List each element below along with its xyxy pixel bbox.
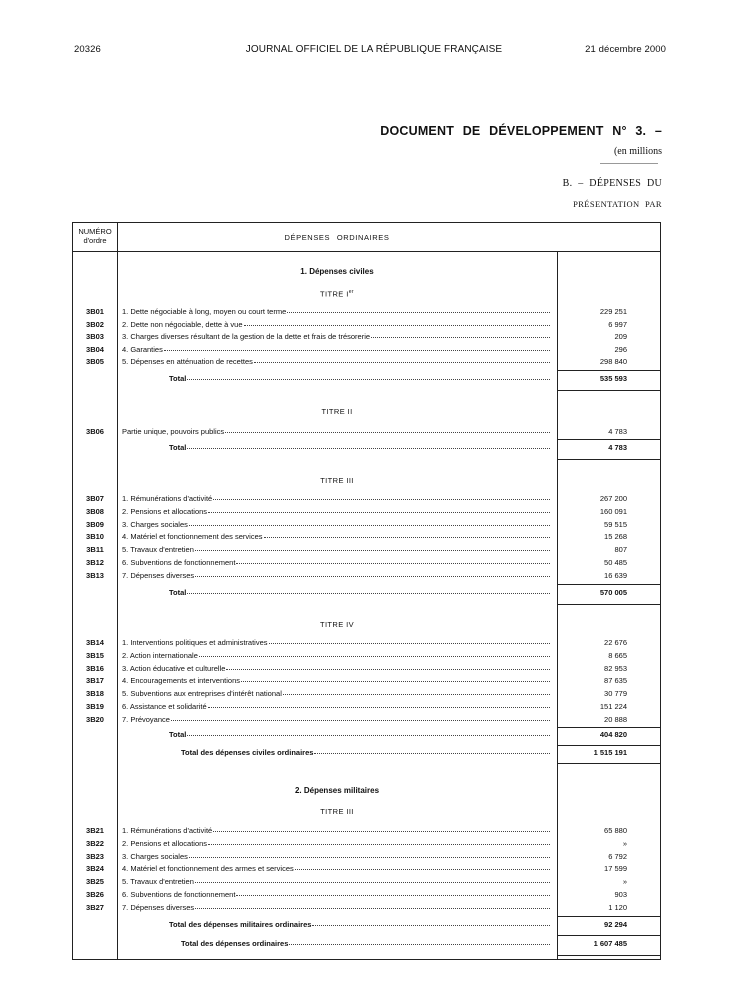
row-label: 5. Travaux d'entretien xyxy=(122,877,194,887)
row-value: » xyxy=(622,838,627,848)
row-code: 3B26 xyxy=(86,890,104,899)
row-value: 6 792 xyxy=(608,851,627,861)
table-row xyxy=(73,357,660,369)
table-row-total: Total 404 820 xyxy=(169,730,627,739)
row-label-wrap xyxy=(122,890,550,899)
leader-dots xyxy=(225,427,550,433)
row-label: 4. Matériel et fonctionnement des services xyxy=(122,532,263,542)
leader-dots xyxy=(226,664,550,670)
table-row xyxy=(73,702,660,714)
row-value: 15 268 xyxy=(604,532,627,542)
row-label-wrap xyxy=(122,638,550,647)
leader-dots xyxy=(241,676,550,682)
row-label-wrap xyxy=(122,864,550,873)
titre-heading: TITRE IV xyxy=(319,620,355,629)
table-row xyxy=(73,676,660,688)
table-row-overall-total: Total des dépenses ordinaires 1 607 485 xyxy=(181,939,627,948)
table-row-grand-total: Total des dépenses civiles ordinaires 1 515 191 xyxy=(181,748,627,757)
row-label: 6. Subventions de fonctionnement xyxy=(122,558,236,567)
row-value: 20 888 xyxy=(604,714,627,724)
row-code: 3B07 xyxy=(86,494,104,503)
row-code: 3B16 xyxy=(86,663,104,673)
row-value: 296 xyxy=(614,344,627,354)
row-code: 3B25 xyxy=(86,877,104,887)
leader-dots xyxy=(264,532,551,538)
titre-heading: TITRE Ier xyxy=(320,289,354,299)
leader-dots xyxy=(171,715,550,721)
row-code: 3B08 xyxy=(86,506,104,516)
row-label: 2. Pensions et allocations xyxy=(122,506,208,516)
row-label: Partie unique, pouvoirs publics xyxy=(122,427,225,436)
row-label-wrap xyxy=(122,676,550,685)
row-code: 3B10 xyxy=(86,532,104,542)
leader-dots xyxy=(244,320,550,326)
row-value: 87 635 xyxy=(604,676,627,686)
table-row xyxy=(73,494,660,506)
row-label: 5. Dépenses en atténuation de recettes xyxy=(122,357,253,366)
row-label: 1. Rémunérations d'activité xyxy=(122,494,213,503)
leader-dots xyxy=(287,307,550,313)
table-row xyxy=(73,839,660,851)
row-value: 1 120 xyxy=(608,902,627,912)
row-code: 3B11 xyxy=(86,545,104,555)
table-row xyxy=(73,715,660,727)
leader-dots xyxy=(208,702,550,708)
header-main-column: DÉPENSES ORDINAIRES xyxy=(284,233,390,242)
leader-dots xyxy=(195,903,550,909)
row-value: 4 783 xyxy=(608,427,627,436)
document-title: DOCUMENT DE DÉVELOPPEMENT N° 3. – xyxy=(380,124,662,138)
titre-heading: TITRE II xyxy=(321,407,353,416)
row-label-wrap xyxy=(122,532,550,541)
table-row xyxy=(73,571,660,583)
row-label-wrap xyxy=(122,558,550,567)
row-code: 3B09 xyxy=(86,519,104,529)
row-label-wrap xyxy=(122,702,550,711)
row-code: 3B18 xyxy=(86,689,104,699)
row-label: 5. Subventions aux entreprises d'intérêt national xyxy=(122,689,282,699)
row-label-wrap xyxy=(122,507,550,516)
divider xyxy=(600,163,658,164)
page-number: 20326 xyxy=(74,44,101,55)
row-label-wrap xyxy=(122,715,550,724)
table-row xyxy=(73,664,660,676)
titre-heading: TITRE III xyxy=(320,807,354,816)
table-row xyxy=(73,826,660,838)
row-label-wrap xyxy=(122,651,550,660)
row-code: 3B03 xyxy=(86,332,104,341)
table-row xyxy=(73,307,660,319)
row-code: 3B01 xyxy=(86,307,104,316)
row-value: 65 880 xyxy=(604,826,627,835)
table-row xyxy=(73,558,660,570)
row-label: 6. Subventions de fonctionnement xyxy=(122,890,236,899)
section-title-military: 2. Dépenses militaires xyxy=(294,786,380,795)
row-label: 7. Prévoyance xyxy=(122,714,170,724)
row-label: 1. Dette négociable à long, moyen ou court terme xyxy=(122,307,287,316)
table-row xyxy=(73,877,660,889)
leader-dots xyxy=(213,826,550,832)
row-label: 4. Encouragements et interventions xyxy=(122,676,240,686)
section-title-civil: 1. Dépenses civiles xyxy=(300,267,374,276)
table-row xyxy=(73,890,660,902)
row-code: 3B02 xyxy=(86,319,104,329)
titre-heading: TITRE III xyxy=(320,476,354,485)
table-row xyxy=(73,345,660,357)
table-row xyxy=(73,689,660,701)
leader-dots xyxy=(189,852,550,858)
row-code: 3B05 xyxy=(86,357,104,366)
row-label: 4. Matériel et fonctionnement des armes et services xyxy=(122,864,294,874)
leader-dots xyxy=(283,689,550,695)
row-label: 1. Rémunérations d'activité xyxy=(122,826,213,835)
row-label: 4. Garanties xyxy=(122,344,163,354)
row-label: 7. Dépenses diverses xyxy=(122,570,195,580)
presentation-heading: PRÉSENTATION PAR xyxy=(573,199,662,209)
table-row-total: Total 535 593 xyxy=(169,374,627,383)
row-code: 3B27 xyxy=(86,902,104,912)
leader-dots xyxy=(213,494,550,500)
row-label: 1. Interventions politiques et administratives xyxy=(122,638,268,647)
row-label: 6. Assistance et solidarité xyxy=(122,702,207,711)
row-label-wrap xyxy=(122,689,550,698)
row-label-wrap xyxy=(122,494,550,503)
row-value: 267 200 xyxy=(599,494,627,503)
leader-dots xyxy=(164,345,550,351)
table-header xyxy=(73,223,660,252)
row-label-wrap xyxy=(122,903,550,912)
row-label: 3. Charges sociales xyxy=(122,519,188,529)
row-value: » xyxy=(622,877,627,887)
section-heading: B. – DÉPENSES DU xyxy=(562,178,662,189)
row-label-wrap xyxy=(122,427,550,436)
table-row xyxy=(73,532,660,544)
table-row xyxy=(73,638,660,650)
row-value: 807 xyxy=(614,545,627,555)
table-row-military-total: Total des dépenses militaires ordinaires 92 294 xyxy=(169,920,627,929)
row-label-wrap xyxy=(122,826,550,835)
header-number-line1: NUMÉRO xyxy=(78,227,112,236)
row-value: 209 xyxy=(614,332,627,341)
table-row xyxy=(73,864,660,876)
row-value: 16 639 xyxy=(604,570,627,580)
row-label-wrap xyxy=(122,877,550,886)
row-label: 5. Travaux d'entretien xyxy=(122,545,194,555)
row-code: 3B15 xyxy=(86,650,104,660)
row-value: 298 840 xyxy=(599,357,627,366)
row-value: 6 997 xyxy=(608,319,627,329)
row-label-wrap xyxy=(122,852,550,861)
row-label: 2. Action internationale xyxy=(122,650,198,660)
table-row xyxy=(73,852,660,864)
row-label-wrap xyxy=(122,345,550,354)
row-value: 229 251 xyxy=(599,307,627,316)
row-label-wrap xyxy=(122,664,550,673)
leader-dots xyxy=(199,651,550,657)
table-row xyxy=(73,332,660,344)
leader-dots xyxy=(195,877,550,883)
table-row xyxy=(73,903,660,915)
row-label: 2. Dette non négociable, dette à vue xyxy=(122,319,243,329)
row-code: 3B13 xyxy=(86,570,104,580)
leader-dots xyxy=(236,890,550,896)
leader-dots xyxy=(189,520,550,526)
expenses-table xyxy=(72,222,661,960)
table-row xyxy=(73,651,660,663)
row-value: 50 485 xyxy=(604,558,627,567)
row-code: 3B06 xyxy=(86,427,104,436)
row-code: 3B21 xyxy=(86,826,104,835)
row-value: 151 224 xyxy=(599,702,627,711)
row-code: 3B12 xyxy=(86,558,104,567)
leader-dots xyxy=(236,558,550,564)
row-value: 160 091 xyxy=(599,506,627,516)
leader-dots xyxy=(195,571,550,577)
row-value: 17 599 xyxy=(604,864,627,874)
publication-date: 21 décembre 2000 xyxy=(585,44,666,55)
row-label: 2. Pensions et allocations xyxy=(122,838,208,848)
table-row xyxy=(73,427,660,439)
document-unit: (en millions xyxy=(613,146,662,157)
row-code: 3B24 xyxy=(86,864,104,874)
table-row xyxy=(73,520,660,532)
row-value: 59 515 xyxy=(604,519,627,529)
row-code: 3B17 xyxy=(86,676,104,686)
row-value: 22 676 xyxy=(604,638,627,647)
row-label-wrap xyxy=(122,357,550,366)
leader-dots xyxy=(371,332,550,338)
row-code: 3B14 xyxy=(86,638,104,647)
table-row xyxy=(73,507,660,519)
row-code: 3B23 xyxy=(86,851,104,861)
row-label: 3. Action éducative et culturelle xyxy=(122,663,226,673)
leader-dots xyxy=(195,545,550,551)
leader-dots xyxy=(254,357,550,363)
row-label-wrap xyxy=(122,839,550,848)
leader-dots xyxy=(208,507,550,513)
row-code: 3B19 xyxy=(86,702,104,711)
row-code: 3B22 xyxy=(86,838,104,848)
leader-dots xyxy=(269,638,551,644)
row-label-wrap xyxy=(122,545,550,554)
row-label-wrap xyxy=(122,320,550,329)
journal-title: JOURNAL OFFICIEL DE LA RÉPUBLIQUE FRANÇAISE xyxy=(245,44,503,55)
row-label: 7. Dépenses diverses xyxy=(122,902,195,912)
header-number-line2: d'ordre xyxy=(83,236,107,245)
leader-dots xyxy=(295,864,550,870)
table-row xyxy=(73,545,660,557)
row-code: 3B04 xyxy=(86,344,104,354)
row-code: 3B20 xyxy=(86,714,104,724)
row-value: 82 953 xyxy=(604,663,627,673)
row-value: 8 665 xyxy=(608,650,627,660)
row-label-wrap xyxy=(122,520,550,529)
row-value: 30 779 xyxy=(604,689,627,699)
row-value: 903 xyxy=(614,890,627,899)
leader-dots xyxy=(208,839,550,845)
row-label-wrap xyxy=(122,571,550,580)
row-label: 3. Charges sociales xyxy=(122,851,188,861)
row-label-wrap xyxy=(122,332,550,341)
table-row-total: Total 570 005 xyxy=(169,588,627,597)
row-label-wrap xyxy=(122,307,550,316)
table-row-total: Total 4 783 xyxy=(169,443,627,452)
header-number-column xyxy=(73,227,117,245)
table-row xyxy=(73,320,660,332)
row-label: 3. Charges diverses résultant de la gestion de la dette et frais de trésorerie xyxy=(122,332,371,341)
